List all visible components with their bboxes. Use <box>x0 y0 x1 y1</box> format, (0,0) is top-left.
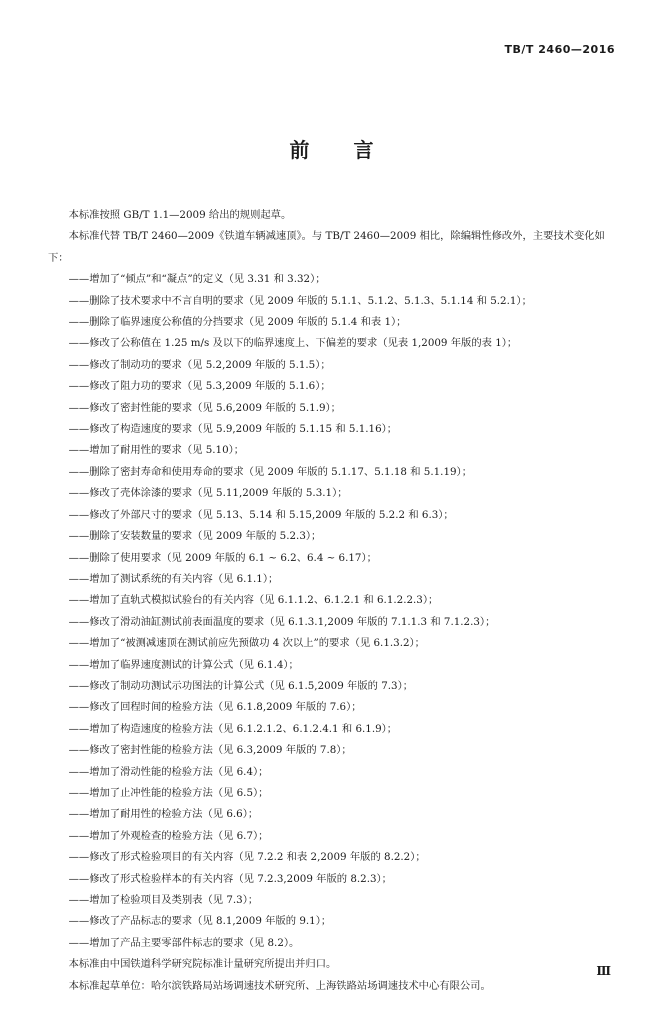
standard-code-header: TB/T 2460—2016 <box>504 43 615 56</box>
intro-paragraph: 本标准按照 GB/T 1.1—2009 给出的规则起草。 <box>68 209 292 221</box>
change-item: ——删除了密封寿命和使用寿命的要求（见 2009 年版的 5.1.17、5.1.18 和 5.1.19）； <box>68 465 472 478</box>
change-item: ——修改了公称值在 1.25 m/s 及以下的临界速度上、下偏差的要求（见表 1,2009 年版的表 1）； <box>68 337 518 350</box>
changes-list <box>48 269 620 954</box>
change-item: ——修改了产品标志的要求（见 8.1,2009 年版的 9.1）； <box>68 915 332 928</box>
change-item: ——修改了密封性能的要求（见 5.6,2009 年版的 5.1.9）； <box>68 401 341 414</box>
change-item: ——增加了滑动性能的检验方法（见 6.4）； <box>68 765 269 778</box>
change-item: ——增加了检验项目及类别表（见 7.3）； <box>68 894 259 906</box>
change-item: ——增加了外观检查的检验方法（见 6.7）； <box>68 829 269 842</box>
change-item: ——增加了“倾点”和“凝点”的定义（见 3.31 和 3.32）； <box>68 273 326 286</box>
change-item: ——修改了密封性能的检验方法（见 6.3,2009 年版的 7.8）； <box>68 744 352 757</box>
change-item: ——修改了形式检验样本的有关内容（见 7.2.3,2009 年版的 8.2.3）； <box>68 872 392 885</box>
change-item: ——增加了构造速度的检验方法（见 6.1.2.1.2、6.1.2.4.1 和 6.1.9）； <box>68 722 398 735</box>
change-item: ——修改了回程时间的检验方法（见 6.1.8,2009 年版的 7.6）； <box>68 701 362 714</box>
change-item: ——增加了临界速度测试的计算公式（见 6.1.4）； <box>68 658 299 671</box>
change-item: ——修改了阻力功的要求（见 5.3,2009 年版的 5.1.6）； <box>68 380 331 393</box>
change-item: ——删除了使用要求（见 2009 年版的 6.1 ~ 6.2、6.4 ~ 6.17）； <box>68 551 377 564</box>
change-item: ——增加了直轨式模拟试验台的有关内容（见 6.1.1.2、6.1.2.1 和 6.1.2.2.3）； <box>68 594 439 607</box>
intro-paragraph: 本标准代替 TB/T 2460—2009《铁道车辆减速顶》。与 TB/T 2460—2009 相比，除编辑性修改外，主要技术变化如下： <box>48 230 605 264</box>
change-item: ——修改了壳体涂漆的要求（见 5.11,2009 年版的 5.3.1）； <box>68 487 348 500</box>
change-item: ——修改了滑动油缸测试前表面温度的要求（见 6.1.3.1,2009 年版的 7.1.1.3 和 7.1.2.3）； <box>68 615 496 628</box>
change-item: ——增加了“被测减速顶在测试前应先预做功 4 次以上”的要求（见 6.1.3.2）； <box>68 637 425 650</box>
change-item: ——增加了耐用性的检验方法（见 6.6）； <box>68 808 259 821</box>
change-item: ——增加了止冲性能的检验方法（见 6.5）； <box>68 786 269 799</box>
change-item: ——删除了技术要求中不言自明的要求（见 2009 年版的 5.1.1、5.1.2、5.1.3、5.1.14 和 5.2.1）； <box>68 294 532 307</box>
change-item: ——修改了制动功的要求（见 5.2,2009 年版的 5.1.5）； <box>68 358 331 371</box>
change-item: ——删除了临界速度公称值的分挡要求（见 2009 年版的 5.1.4 和表 1）； <box>68 316 407 329</box>
change-item: ——删除了安装数量的要求（见 2009 年版的 5.2.3）； <box>68 530 322 543</box>
change-item: ——修改了制动功测试示功图法的计算公式（见 6.1.5,2009 年版的 7.3）； <box>68 679 414 692</box>
change-item: ——修改了形式检验项目的有关内容（见 7.2.2 和表 2,2009 年版的 8.2.2）； <box>68 851 426 864</box>
outro-paragraph: 本标准起草单位：哈尔滨铁路局站场调速技术研究所、上海铁路站场调速技术中心有限公司。 <box>68 979 491 992</box>
change-item: ——增加了产品主要零部件标志的要求（见 8.2）。 <box>68 936 300 949</box>
page-number: Ⅲ <box>596 964 611 978</box>
change-item: ——修改了构造速度的要求（见 5.9,2009 年版的 5.1.15 和 5.1.16）； <box>68 423 398 436</box>
document-body <box>48 205 620 997</box>
change-item: ——修改了外部尺寸的要求（见 5.13、5.14 和 5.15,2009 年版的 5.2.2 和 6.3）； <box>68 508 454 521</box>
page-title: 前言 <box>289 138 418 162</box>
change-item: ——增加了耐用性的要求（见 5.10）； <box>68 444 245 457</box>
outro-paragraph: 本标准由中国铁道科学研究院标准计量研究所提出并归口。 <box>68 958 337 971</box>
change-item: ——增加了测试系统的有关内容（见 6.1.1）； <box>68 572 279 585</box>
